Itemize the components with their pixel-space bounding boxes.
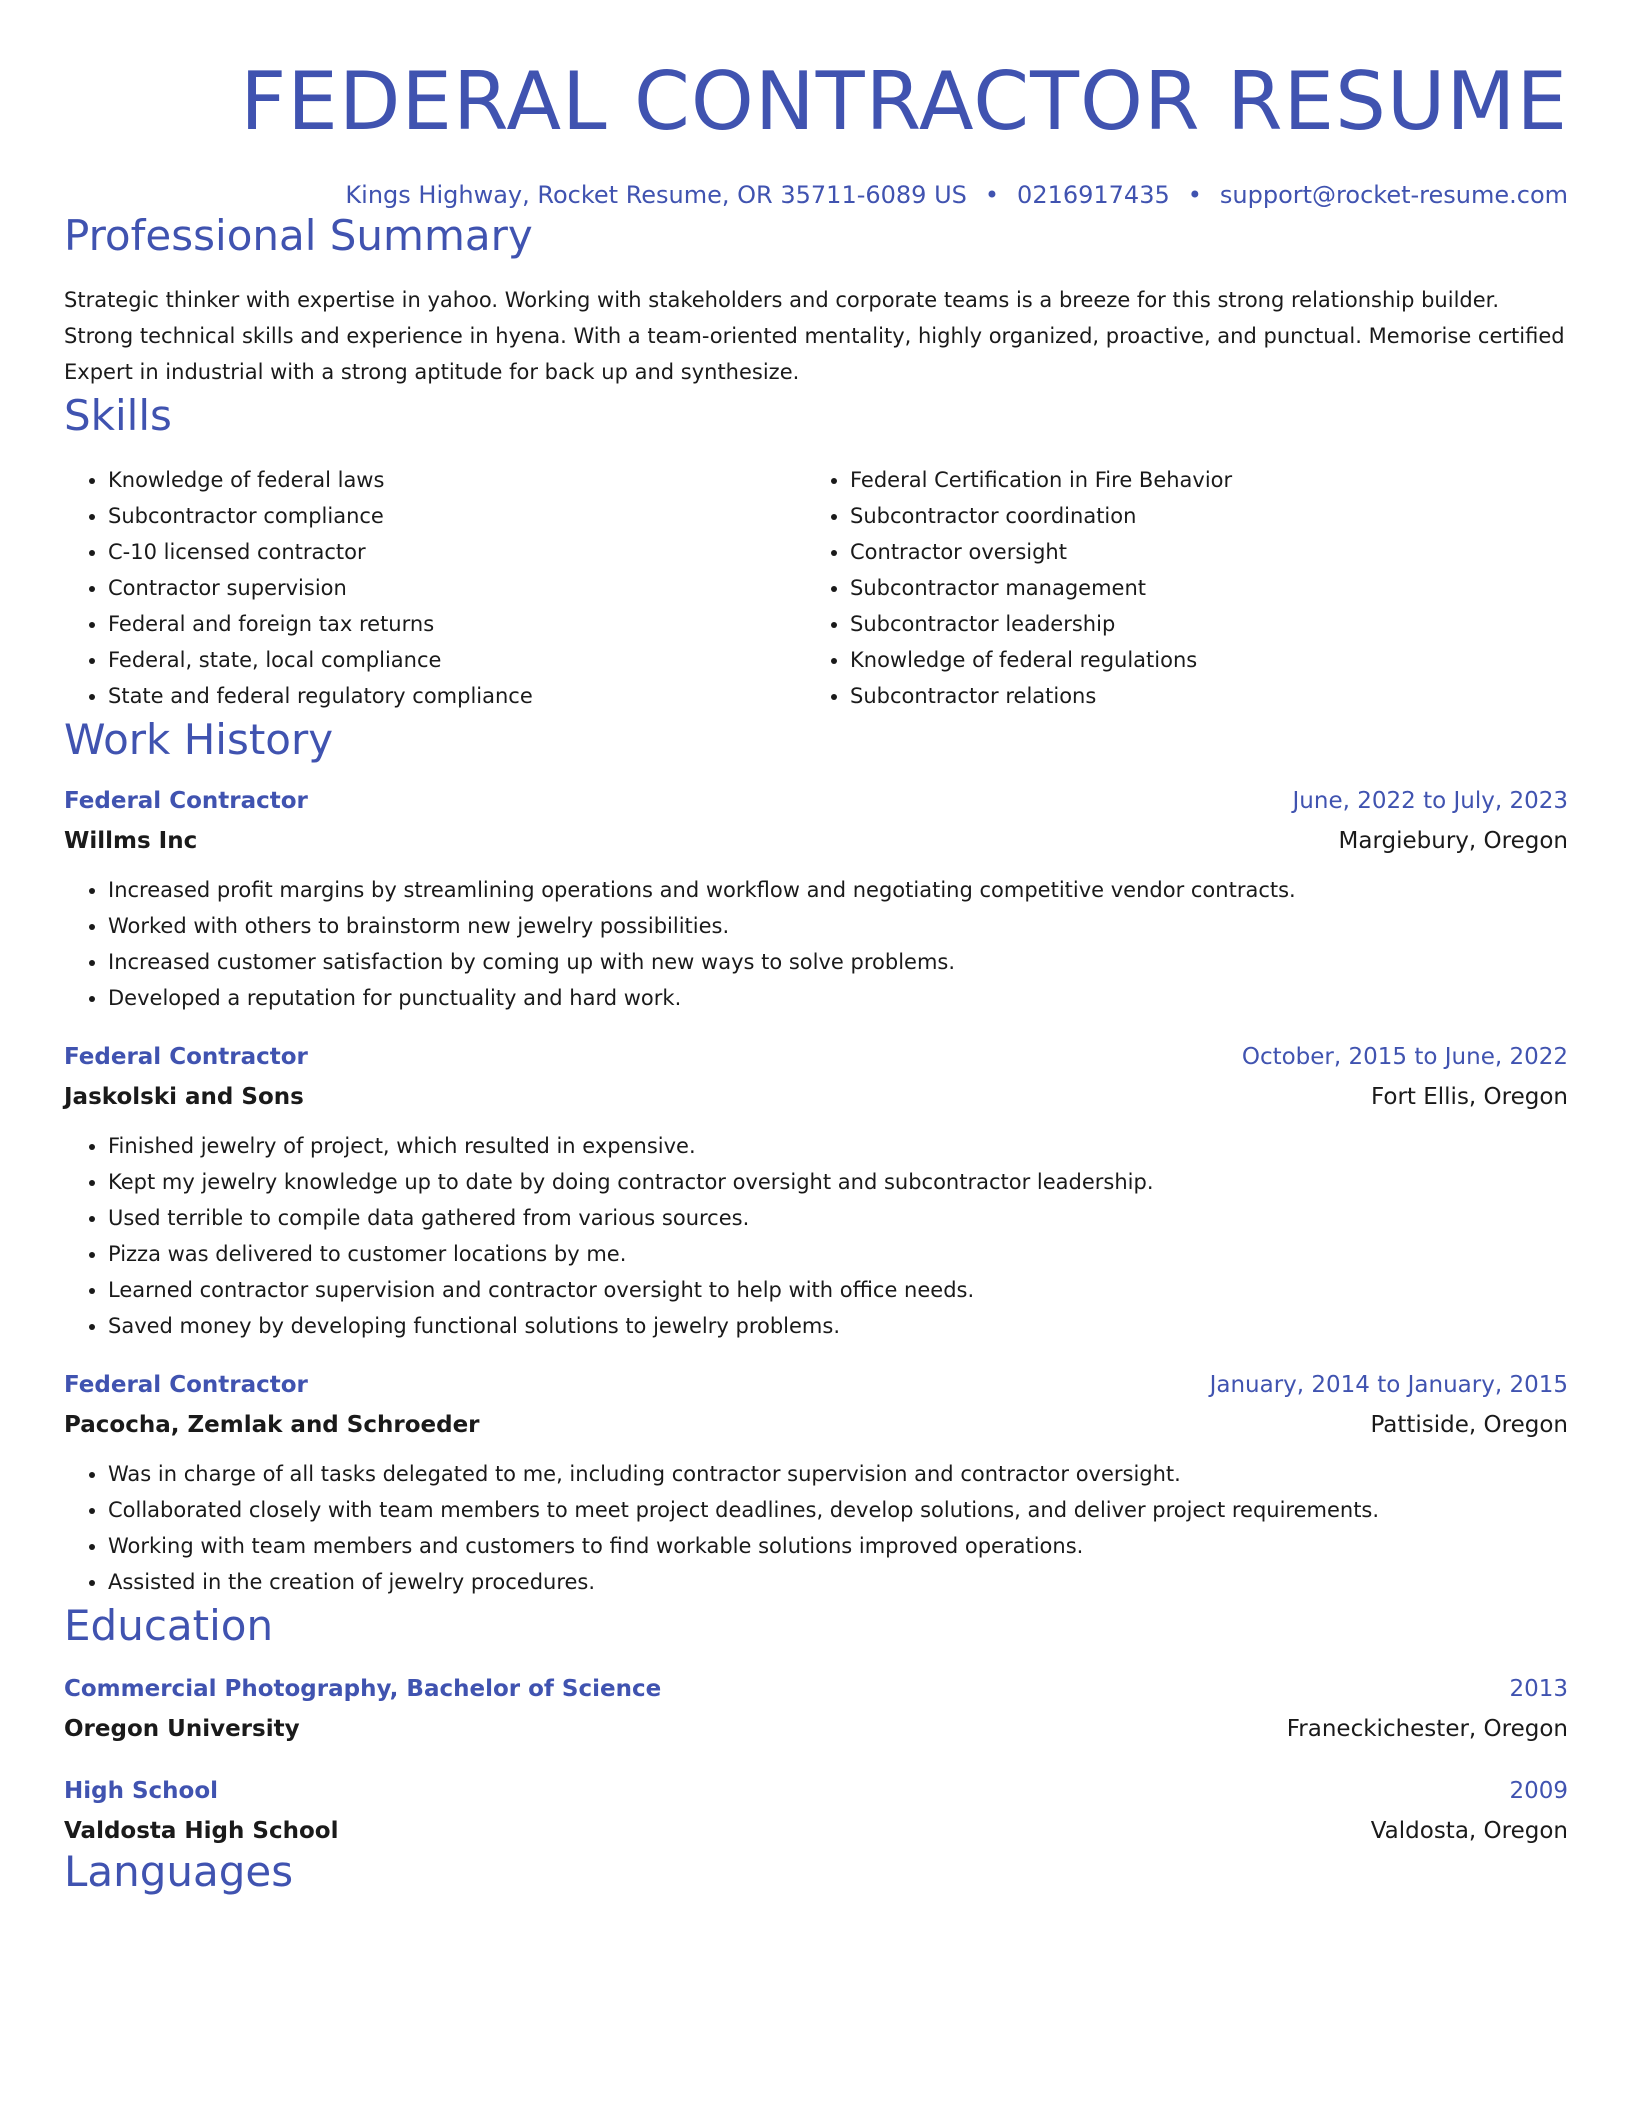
- job-title: Federal Contractor: [64, 1372, 308, 1398]
- work-history-heading: Work History: [64, 715, 334, 764]
- job-location: Margiebury, Oregon: [1338, 828, 1568, 854]
- education-school: Oregon University: [64, 1716, 300, 1742]
- job-bullet: • Learned contractor supervision and contractor oversight to help with office needs.: [108, 1272, 1568, 1308]
- job-location: Pattiside, Oregon: [1370, 1412, 1568, 1438]
- job-bullets: [64, 1456, 1568, 1600]
- contact-email[interactable]: support@rocket-resume.com: [1219, 181, 1568, 209]
- languages-heading: Languages: [64, 1847, 294, 1896]
- contact-phone[interactable]: 0216917435: [1017, 181, 1170, 209]
- skill-item: • Federal and foreign tax returns: [108, 606, 806, 642]
- education-school: Valdosta High School: [64, 1818, 339, 1844]
- contact-separator: •: [984, 181, 1000, 209]
- job-bullets: [64, 872, 1568, 1016]
- skill-item: • Knowledge of federal laws: [108, 462, 806, 498]
- education-degree: High School: [64, 1778, 219, 1804]
- education-location: Valdosta, Oregon: [1370, 1818, 1568, 1844]
- job-bullet: • Increased customer satisfaction by coming up with new ways to solve problems.: [108, 944, 1568, 980]
- job-entry: [64, 1042, 1568, 1344]
- job-bullet: • Assisted in the creation of jewelry procedures.: [108, 1564, 1568, 1600]
- skill-item: • C-10 licensed contractor: [108, 534, 806, 570]
- job-bullet: • Developed a reputation for punctuality and hard work.: [108, 980, 1568, 1016]
- resume-name: FEDERAL CONTRACTOR RESUME: [240, 55, 1568, 148]
- skill-item: • Subcontractor compliance: [108, 498, 806, 534]
- skill-item: • Subcontractor relations: [850, 678, 1548, 714]
- skill-item: • State and federal regulatory compliance: [108, 678, 806, 714]
- contact-line: [64, 180, 1568, 210]
- education-degree: Commercial Photography, Bachelor of Science: [64, 1676, 662, 1702]
- job-title: Federal Contractor: [64, 788, 308, 814]
- job-bullet: • Pizza was delivered to customer locations by me.: [108, 1236, 1568, 1272]
- education-location: Franeckichester, Oregon: [1286, 1716, 1568, 1742]
- job-bullet: • Worked with others to brainstorm new jewelry possibilities.: [108, 908, 1568, 944]
- summary-heading: Professional Summary: [64, 211, 533, 260]
- education-entry: [64, 1674, 1568, 1744]
- job-bullet: • Working with team members and customers to find workable solutions improved operations.: [108, 1528, 1568, 1564]
- skill-item: • Subcontractor coordination: [850, 498, 1548, 534]
- job-bullet: • Collaborated closely with team members to meet project deadlines, develop solutions, and deliver project requirements.: [108, 1492, 1568, 1528]
- job-bullet: • Was in charge of all tasks delegated to me, including contractor supervision and contractor oversight.: [108, 1456, 1568, 1492]
- resume-header: [64, 0, 1568, 210]
- education-entry: [64, 1776, 1568, 1846]
- job-bullet: • Increased profit margins by streamlining operations and workflow and negotiating competitive vendor contracts.: [108, 872, 1568, 908]
- education-heading: Education: [64, 1601, 274, 1650]
- job-bullet: • Saved money by developing functional solutions to jewelry problems.: [108, 1308, 1568, 1344]
- skill-item: • Federal Certification in Fire Behavior: [850, 462, 1548, 498]
- job-bullets: [64, 1128, 1568, 1344]
- job-location: Fort Ellis, Oregon: [1370, 1084, 1568, 1110]
- skill-item: • Subcontractor management: [850, 570, 1548, 606]
- education-year: 2013: [1509, 1676, 1568, 1702]
- job-company: Pacocha, Zemlak and Schroeder: [64, 1412, 480, 1438]
- skill-item: • Federal, state, local compliance: [108, 642, 806, 678]
- skills-column-right: [806, 462, 1548, 714]
- skill-item: • Knowledge of federal regulations: [850, 642, 1548, 678]
- job-entry: [64, 1370, 1568, 1600]
- job-entry: [64, 786, 1568, 1016]
- job-bullet: • Finished jewelry of project, which resulted in expensive.: [108, 1128, 1568, 1164]
- job-company: Jaskolski and Sons: [64, 1084, 304, 1110]
- job-company: Willms Inc: [64, 828, 198, 854]
- summary-text: Strategic thinker with expertise in yahoo. Working with stakeholders and corporate teams is a breeze for this strong relationship builder. Strong technical skills and experience in hyena. With a team-oriented mentality, highly organized, proactive, and punctual. Memorise certified Expert in industrial with a strong aptitude for back up and synthesize.: [64, 288, 1565, 384]
- job-bullet: • Used terrible to compile data gathered from various sources.: [108, 1200, 1568, 1236]
- job-title: Federal Contractor: [64, 1044, 308, 1070]
- skill-item: • Contractor supervision: [108, 570, 806, 606]
- skill-item: • Subcontractor leadership: [850, 606, 1548, 642]
- contact-address: Kings Highway, Rocket Resume, OR 35711-6089 US: [345, 181, 967, 209]
- skills-list: [64, 462, 1568, 714]
- job-dates: June, 2022 to July, 2023: [1292, 788, 1568, 814]
- skills-column-left: [64, 462, 806, 714]
- education-year: 2009: [1509, 1778, 1568, 1804]
- skill-item: • Contractor oversight: [850, 534, 1548, 570]
- contact-separator: •: [1187, 181, 1202, 209]
- job-dates: January, 2014 to January, 2015: [1209, 1372, 1568, 1398]
- resume-page: [64, 0, 1568, 1898]
- skills-heading: Skills: [64, 391, 172, 440]
- job-dates: October, 2015 to June, 2022: [1241, 1044, 1568, 1070]
- job-bullet: • Kept my jewelry knowledge up to date by doing contractor oversight and subcontractor leadership.: [108, 1164, 1568, 1200]
